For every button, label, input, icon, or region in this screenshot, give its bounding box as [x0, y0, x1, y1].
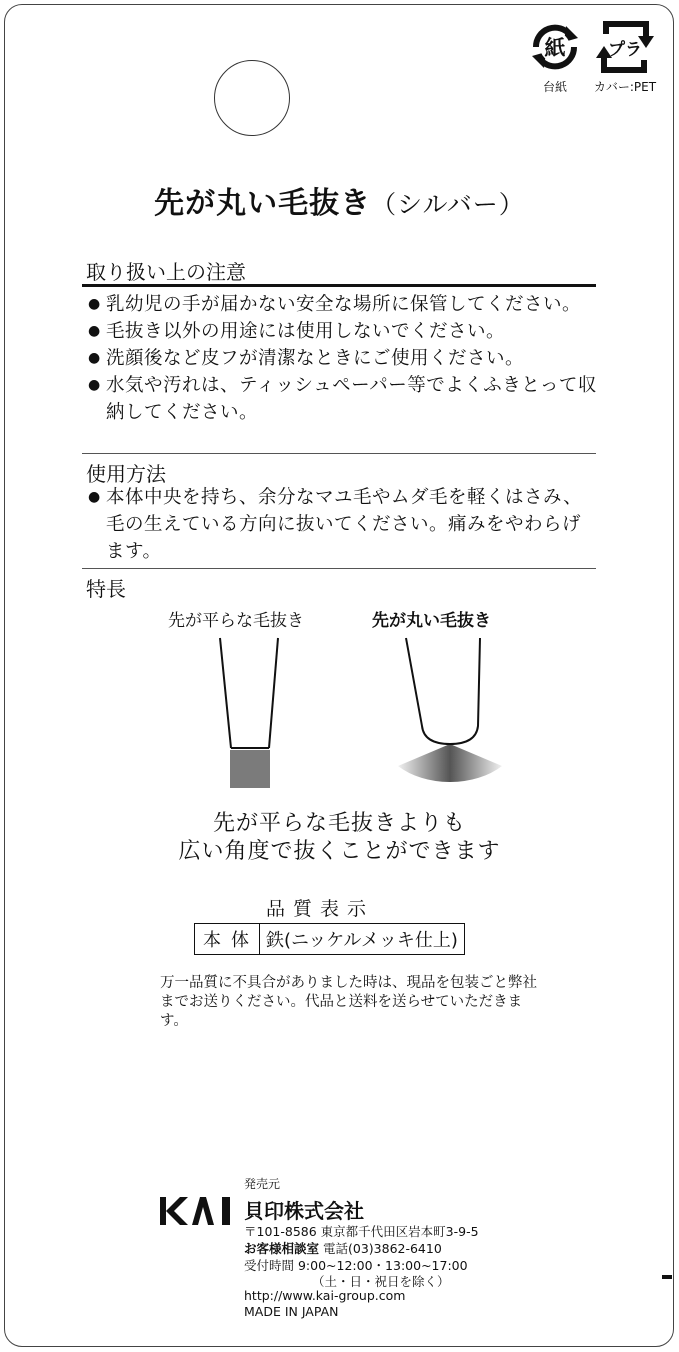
paper-recycle-symbol: 紙 [544, 36, 566, 60]
precaution-item: ● 洗顔後など皮フが清潔なときにご使用ください。 [88, 345, 598, 372]
consult-line [244, 1239, 442, 1257]
flat-tweezer-label: 先が平らな毛抜き [168, 611, 304, 631]
quality-value: 鉄(ニッケルメッキ仕上) [266, 930, 458, 951]
precaution-item: ● 水気や汚れは、ティッシュペーパー等でよくふきとって収納してください。 [88, 372, 598, 426]
round-tweezer-illustration [380, 632, 520, 792]
precaution-item: ● 乳幼児の手が届かない安全な場所に保管してください。 [88, 291, 598, 318]
company-address: 〒101-8586 東京都千代田区岩本町3-9-5 [244, 1224, 479, 1239]
plastic-recycle-caption: カバー:PET [593, 80, 657, 94]
usage-list [88, 484, 598, 565]
paper-recycle-mark [524, 18, 586, 95]
round-tweezer-label: 先が丸い毛抜き [372, 611, 491, 631]
reception-holidays: （土・日・祝日を除く） [312, 1274, 450, 1289]
quality-table [194, 923, 465, 955]
hang-hole [214, 60, 290, 136]
product-title-sub: （シルバー） [371, 190, 525, 219]
kai-logo [160, 1197, 234, 1225]
precautions-list [88, 291, 598, 426]
paper-recycle-icon [526, 18, 584, 76]
precautions-heading: 取り扱い上の注意 [86, 260, 246, 284]
features-heading: 特長 [86, 577, 126, 601]
product-title [0, 178, 679, 222]
plastic-recycle-mark [590, 18, 660, 95]
precaution-item: ● 毛抜き以外の用途には使用しないでください。 [88, 318, 598, 345]
consult-label: お客様相談室 [244, 1241, 320, 1256]
edge-mark [662, 1275, 672, 1279]
quality-notice: 万一品質に不具合がありました時は、現品を包装ごと弊社までお送りください。代品と送料を送らせていただきます。 [160, 975, 537, 1029]
consult-phone: 電話(03)3862-6410 [323, 1241, 442, 1256]
precautions-rule [82, 284, 596, 287]
made-in: MADE IN JAPAN [244, 1304, 339, 1319]
section-divider [82, 568, 596, 569]
quality-key: 本体 [195, 924, 260, 954]
usage-item: ● 本体中央を持ち、余分なマユ毛やムダ毛を軽くはさみ、毛の生えている方向に抜いてください。痛みをやわらげます。 [88, 484, 598, 565]
section-divider [82, 453, 596, 454]
company-url: http://www.kai-group.com [244, 1288, 406, 1303]
feature-caption-line2: 広い角度で抜くことができます [178, 839, 501, 864]
company-name: 貝印株式会社 [244, 1199, 364, 1223]
publisher-label: 発売元 [244, 1177, 281, 1191]
product-title-main: 先が丸い毛抜き [154, 186, 372, 221]
usage-heading: 使用方法 [86, 462, 166, 486]
feature-caption-line1: 先が平らな毛抜きよりも [212, 811, 466, 836]
plastic-recycle-symbol: プラ [608, 40, 642, 60]
quality-title: 品質表示 [266, 898, 375, 920]
flat-tweezer-illustration [200, 632, 300, 792]
plastic-recycle-icon [594, 18, 656, 76]
paper-recycle-caption: 台紙 [542, 80, 567, 94]
reception-hours: 受付時間 9:00~12:00・13:00~17:00 [244, 1258, 468, 1273]
